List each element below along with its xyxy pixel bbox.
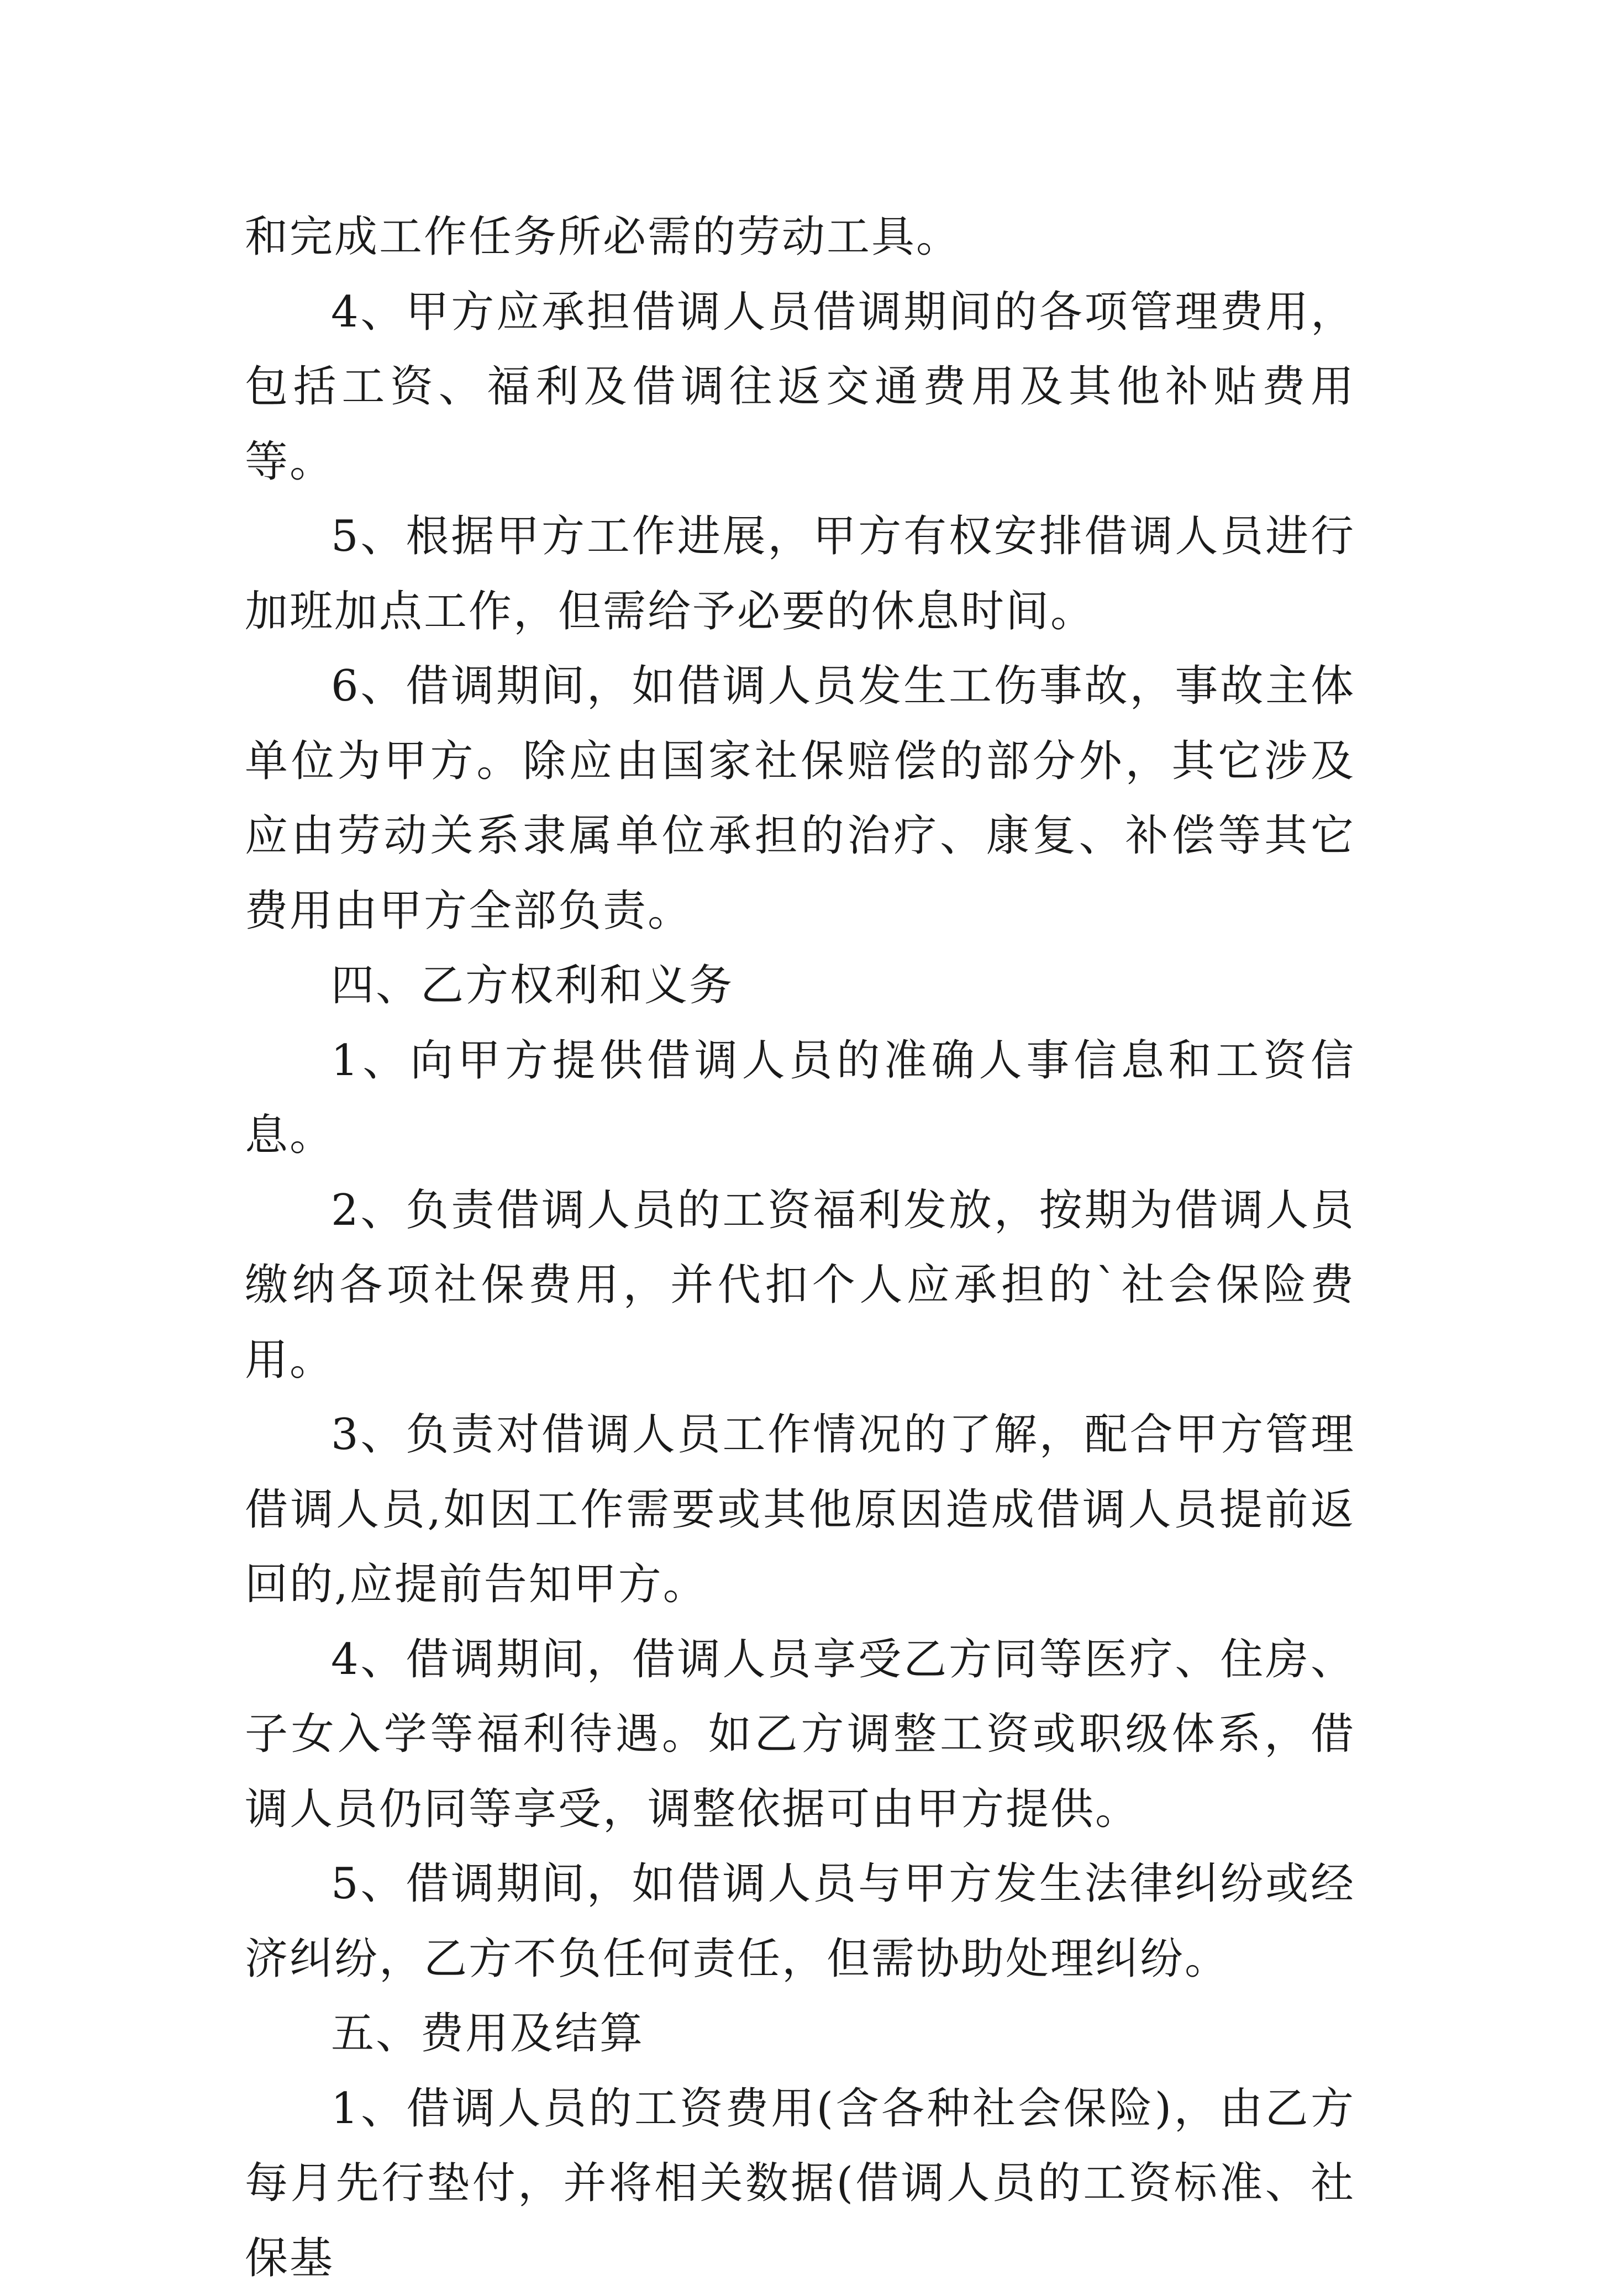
section-heading-4: 四、乙方权利和义务 [245,949,1355,1024]
paragraph-clause-4-5: 5、借调期间，如借调人员与甲方发生法律纠纷或经济纠纷，乙方不负任何责任，但需协助处理纠纷。 [245,1847,1355,1997]
paragraph-clause-3-5: 5、根据甲方工作进展，甲方有权安排借调人员进行加班加点工作，但需给予必要的休息时间。 [245,499,1355,649]
paragraph-clause-4-3: 3、负责对借调人员工作情况的了解，配合甲方管理借调人员,如因工作需要或其他原因造成借调人员提前返回的,应提前告知甲方。 [245,1398,1355,1623]
paragraph-clause-3-4: 4、甲方应承担借调人员借调期间的各项管理费用，包括工资、福利及借调往返交通费用及其他补贴费用等。 [245,275,1355,500]
paragraph-clause-5-1: 1、借调人员的工资费用(含各种社会保险)，由乙方每月先行垫付，并将相关数据(借调人员的工资标准、社保基 [245,2072,1355,2296]
paragraph-clause-4-4: 4、借调期间，借调人员享受乙方同等医疗、住房、子女入学等福利待遇。如乙方调整工资或职级体系，借调人员仍同等享受，调整依据可由甲方提供。 [245,1623,1355,1847]
section-heading-5: 五、费用及结算 [245,1997,1355,2072]
paragraph-clause-3-6: 6、借调期间，如借调人员发生工伤事故，事故主体单位为甲方。除应由国家社保赔偿的部分外，其它涉及应由劳动关系隶属单位承担的治疗、康复、补偿等其它费用由甲方全部负责。 [245,649,1355,949]
paragraph-continuation: 和完成工作任务所必需的劳动工具。 [245,200,1355,275]
paragraph-clause-4-2: 2、负责借调人员的工资福利发放，按期为借调人员缴纳各项社保费用，并代扣个人应承担的`社会保险费用。 [245,1173,1355,1398]
document-body [245,200,1355,2296]
paragraph-clause-4-1: 1、向甲方提供借调人员的准确人事信息和工资信息。 [245,1024,1355,1173]
